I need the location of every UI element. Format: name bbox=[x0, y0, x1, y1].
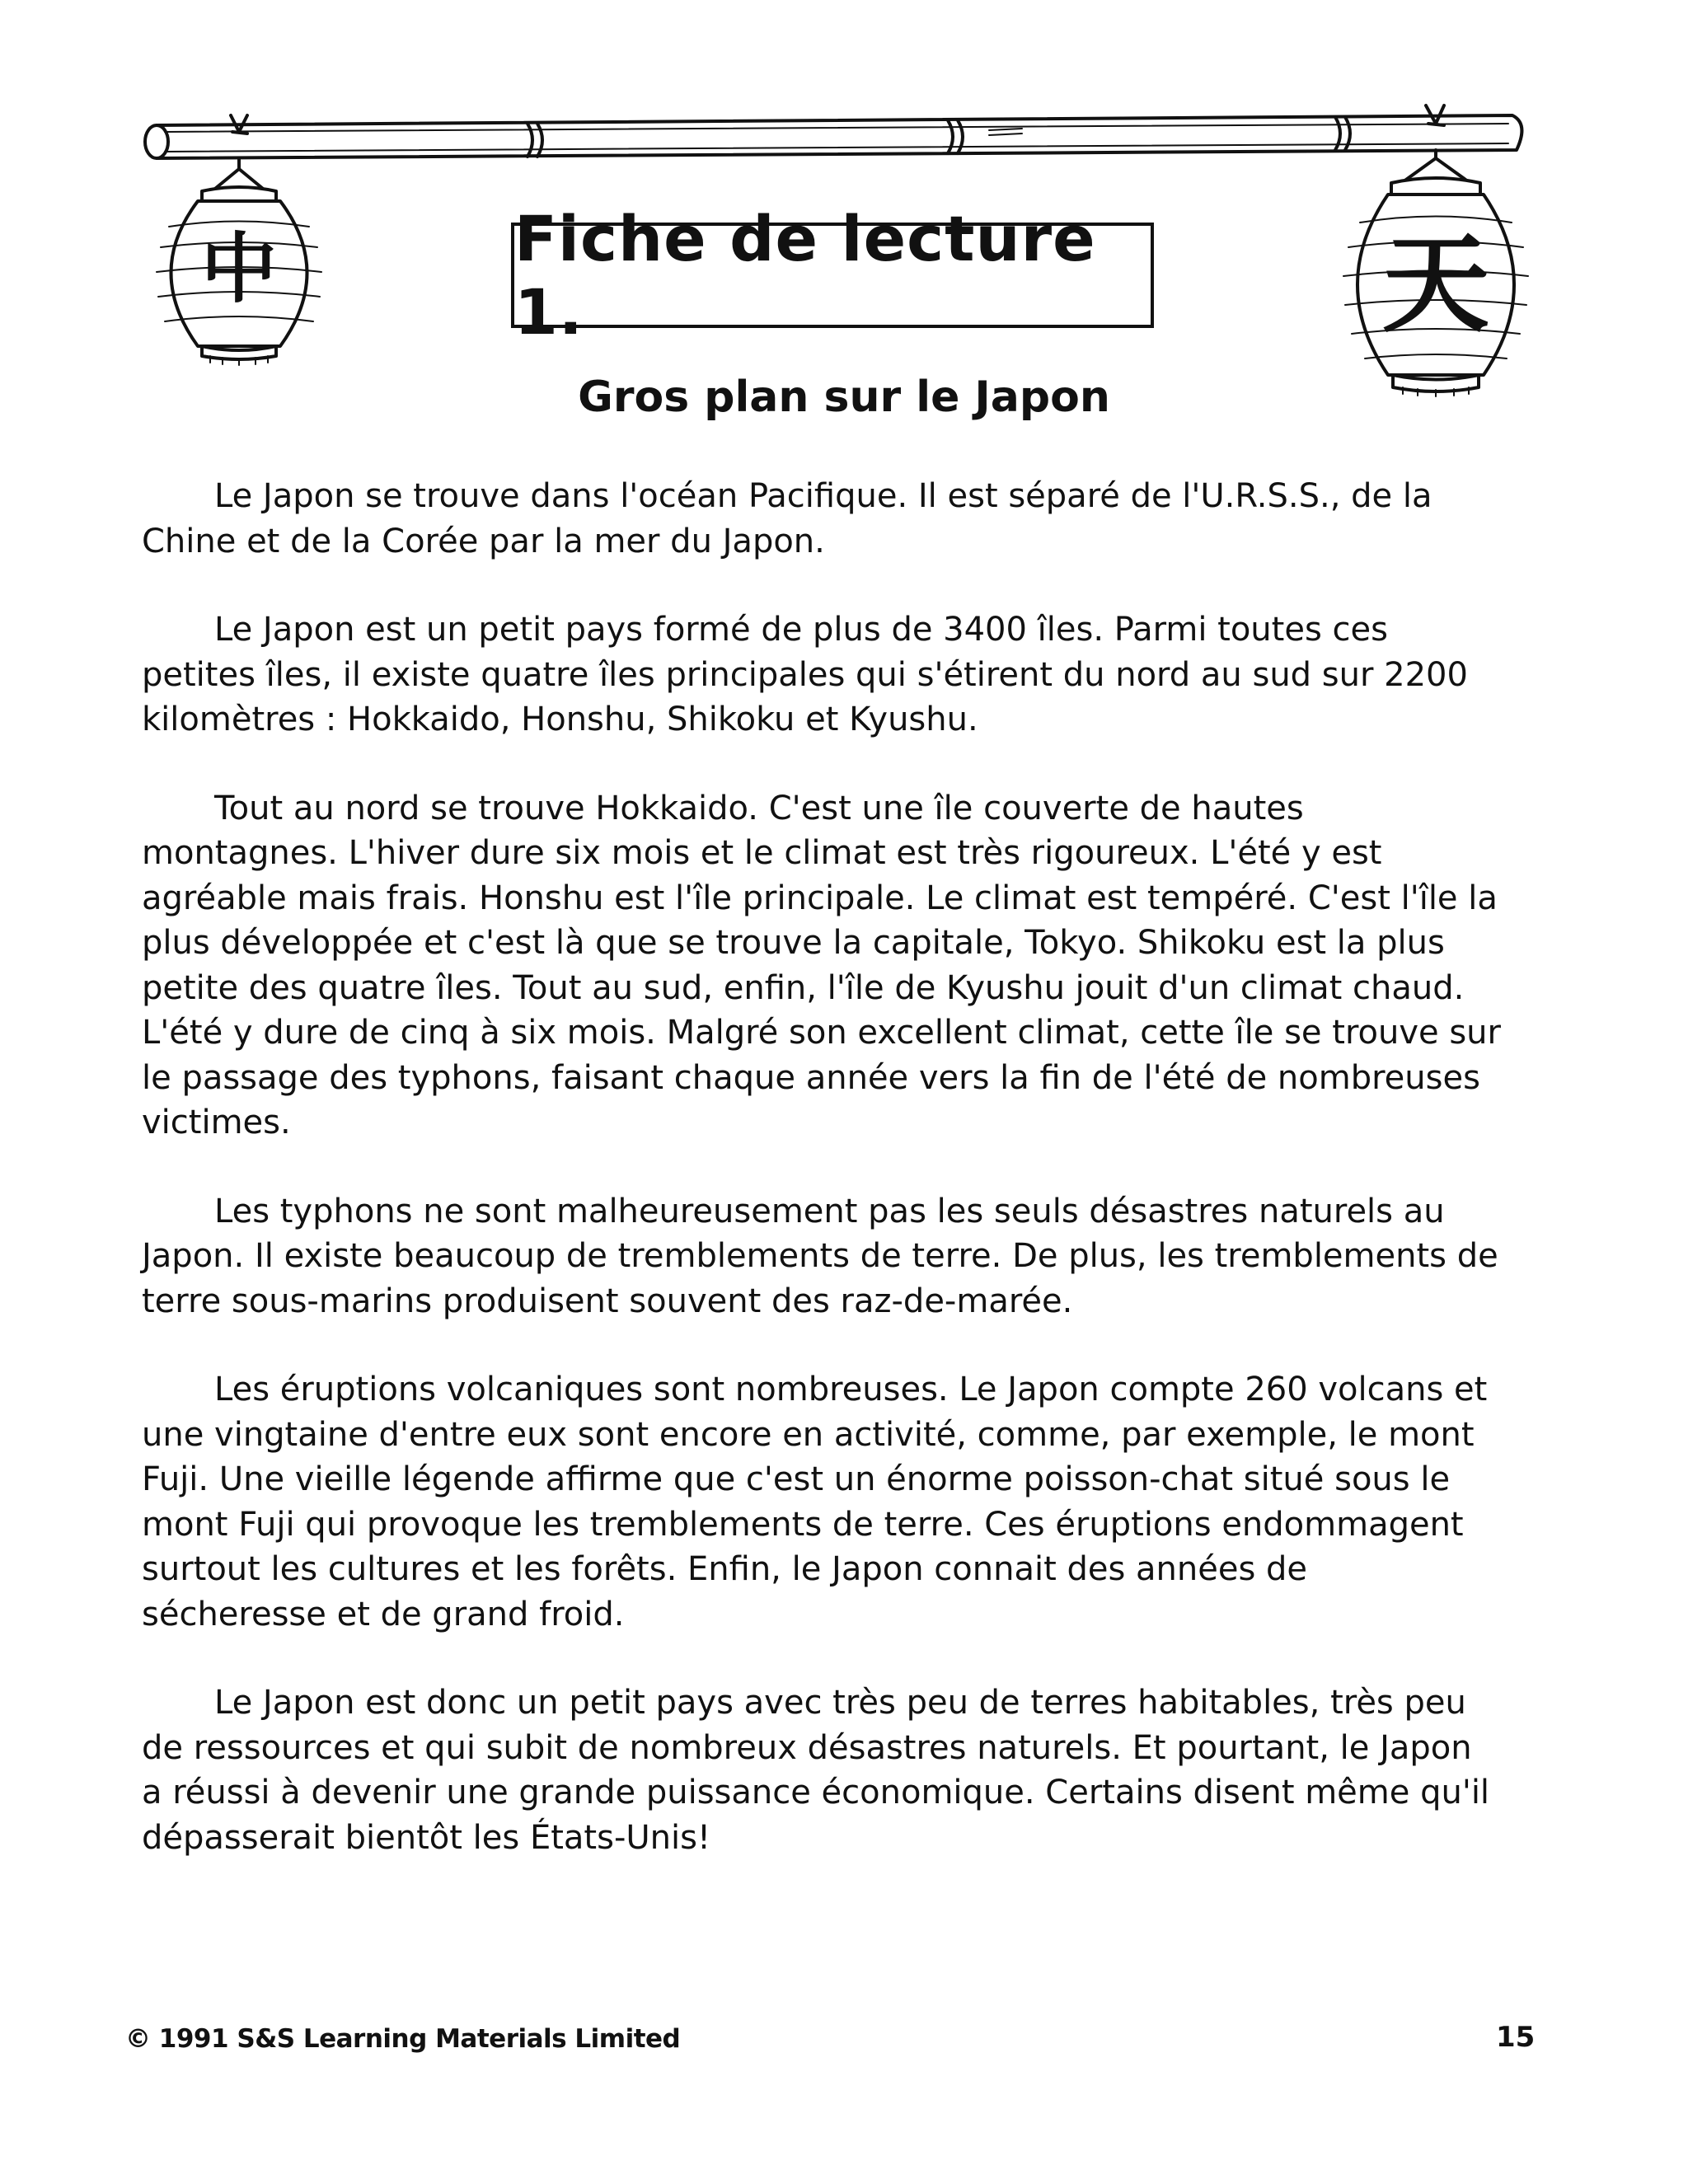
paragraph: Le Japon se trouve dans l'océan Pacifique. Il est séparé de l'U.R.S.S., de la Chine et de la Corée par la mer du Japon. bbox=[142, 477, 1432, 560]
paragraph: Le Japon est un petit pays formé de plus de 3400 îles. Parmi toutes ces petites îles, il existe quatre îles principales qui s'étirent du nord au sud sur 2200 kilomètres : Hokkaido, Honshu, Shikoku et Kyushu. bbox=[142, 611, 1468, 738]
page-title: Fiche de lecture 1. bbox=[514, 202, 1096, 349]
page-number: 15 bbox=[1496, 2021, 1536, 2054]
copyright-notice: © 1991 S&S Learning Materials Limited bbox=[125, 2024, 681, 2054]
paragraph: Les éruptions volcaniques sont nombreuses. Le Japon compte 260 volcans et une vingtaine d'entre eux sont encore en activité, comme, par exemple, le mont Fuji. Une vieille légende affirme que c'est un énorme poisson-chat situé sous le mont Fuji qui provoque les tremblements de terre. Ces éruptions endommagent surtout les cultures et les forêts. Enfin, le Japon connait des années de sécheresse et de grand froid. bbox=[142, 1371, 1488, 1633]
paragraph: Le Japon est donc un petit pays avec très peu de terres habitables, très peu de ressources et qui subit de nombreux désastres naturels. Et pourtant, le Japon a réussi à devenir une grande puissance économique. Certains disent même qu'il dépasserait bientôt les États-Unis! bbox=[142, 1684, 1490, 1857]
title-box bbox=[511, 202, 1154, 349]
reading-text bbox=[142, 474, 1502, 1904]
right-lantern-glyph: 天 bbox=[1381, 222, 1490, 347]
left-lantern-glyph: 中 bbox=[200, 225, 278, 313]
paragraph: Les typhons ne sont malheureusement pas les seuls désastres naturels au Japon. Il existe beaucoup de tremblements de terre. De plus, les tremblements de terre sous-marins produisent souvent des raz-de-marée. bbox=[142, 1192, 1498, 1320]
paragraph: Tout au nord se trouve Hokkaido. C'est une île couverte de hautes montagnes. L'hiver dure six mois et le climat est très rigoureux. L'été y est agréable mais frais. Honshu est l'île principale. Le climat est tempéré. C'est l'île la plus développée et c'est là que se trouve la capitale, Tokyo. Shikoku est la plus petite des quatre îles. Tout au sud, enfin, l'île de Kyushu jouit d'un climat chaud. L'été y dure de cinq à six mois. Malgré son excellent climat, cette île se trouve sur le passage des typhons, faisant chaque année vers la fin de l'été de nombreuses victimes. bbox=[142, 789, 1501, 1141]
subtitle: Gros plan sur le Japon bbox=[578, 373, 1110, 422]
